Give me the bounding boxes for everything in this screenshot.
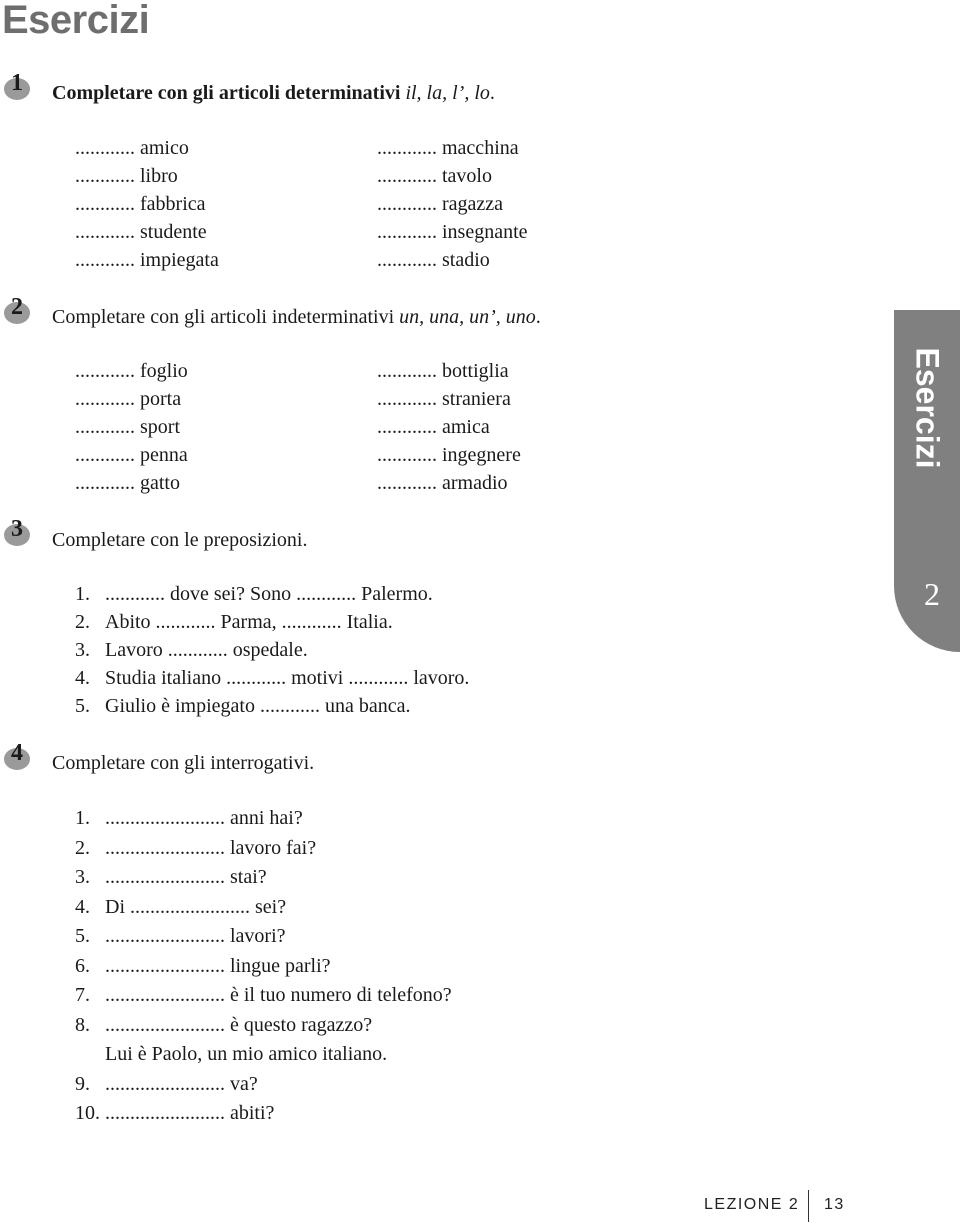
page-title: Esercizi <box>2 0 150 42</box>
list-item: 8. ........................ è questo ragazzo? <box>75 1013 373 1036</box>
list-item: ............ bottiglia <box>377 360 509 382</box>
list-item: ............ ragazza <box>377 193 504 215</box>
list-item: ............ stadio <box>377 249 490 271</box>
list-item: ............ armadio <box>377 472 508 494</box>
list-item: ............ foglio <box>75 360 188 382</box>
exercise-number-badge: 2 <box>4 302 30 324</box>
word-column-right <box>377 134 528 274</box>
lesson-label: LEZIONE 2 <box>704 1196 800 1213</box>
list-item: ............ libro <box>75 165 178 187</box>
exercise-instruction: Completare con gli articoli determinativi il, la, l’, lo. <box>52 82 495 104</box>
list-item: 1. ........................ anni hai? <box>75 807 303 829</box>
chapter-number: 2 <box>924 576 940 612</box>
list-item: ............ porta <box>75 388 182 410</box>
list-item: ............ straniera <box>377 388 511 410</box>
list-item: 4. Studia italiano ............ motivi ............ lavoro. <box>75 667 470 689</box>
word-column-left <box>75 357 188 497</box>
exercise-list <box>75 804 452 1129</box>
footer-divider <box>808 1190 809 1222</box>
list-item: ............ sport <box>75 416 180 438</box>
exercise-list <box>75 580 469 720</box>
list-item: 4. Di ........................ sei? <box>75 895 287 918</box>
list-item: ............ amica <box>377 416 490 438</box>
list-item: ............ penna <box>75 444 188 466</box>
list-item: ............ impiegata <box>75 249 219 271</box>
page-number: 13 <box>824 1196 845 1213</box>
list-item: 6. ........................ lingue parli? <box>75 954 331 977</box>
list-item: ............ insegnante <box>377 221 528 243</box>
exercise-instruction: Completare con gli articoli indeterminativi un, una, un’, uno. <box>52 306 541 328</box>
list-item: 2. Abito ............ Parma, ............ Italia. <box>75 611 393 633</box>
list-item: 9. ........................ va? <box>75 1072 258 1095</box>
list-item: 1. ............ dove sei? Sono ............ Palermo. <box>75 583 433 605</box>
list-item: Lui è Paolo, un mio amico italiano. <box>105 1043 388 1065</box>
list-item: 2. ........................ lavoro fai? <box>75 836 317 859</box>
list-item: 7. ........................ è il tuo numero di telefono? <box>75 984 452 1006</box>
exercise-instruction: Completare con le preposizioni. <box>52 529 308 551</box>
exercise-instruction: Completare con gli interrogativi. <box>52 752 315 774</box>
list-item: 5. Giulio è impiegato ............ una banca. <box>75 695 411 717</box>
list-item: 3. Lavoro ............ ospedale. <box>75 639 308 661</box>
word-column-left <box>75 134 219 274</box>
list-item: 5. ........................ lavori? <box>75 925 286 947</box>
list-item: ............ fabbrica <box>75 193 206 215</box>
exercise-number-badge: 3 <box>4 524 30 546</box>
exercise-number-badge: 4 <box>4 748 30 770</box>
word-column-right <box>377 357 521 497</box>
list-item: ............ tavolo <box>377 165 492 187</box>
list-item: 10. ........................ abiti? <box>75 1102 275 1124</box>
list-item: ............ ingegnere <box>377 444 521 466</box>
list-item: ............ gatto <box>75 472 180 494</box>
exercise-number-badge: 1 <box>4 78 30 100</box>
list-item: ............ macchina <box>377 137 519 159</box>
chapter-side-tab <box>894 310 960 652</box>
list-item: 3. ........................ stai? <box>75 866 267 888</box>
list-item: ............ studente <box>75 221 207 243</box>
list-item: ............ amico <box>75 137 189 159</box>
side-tab-label: Esercizi <box>909 347 946 469</box>
